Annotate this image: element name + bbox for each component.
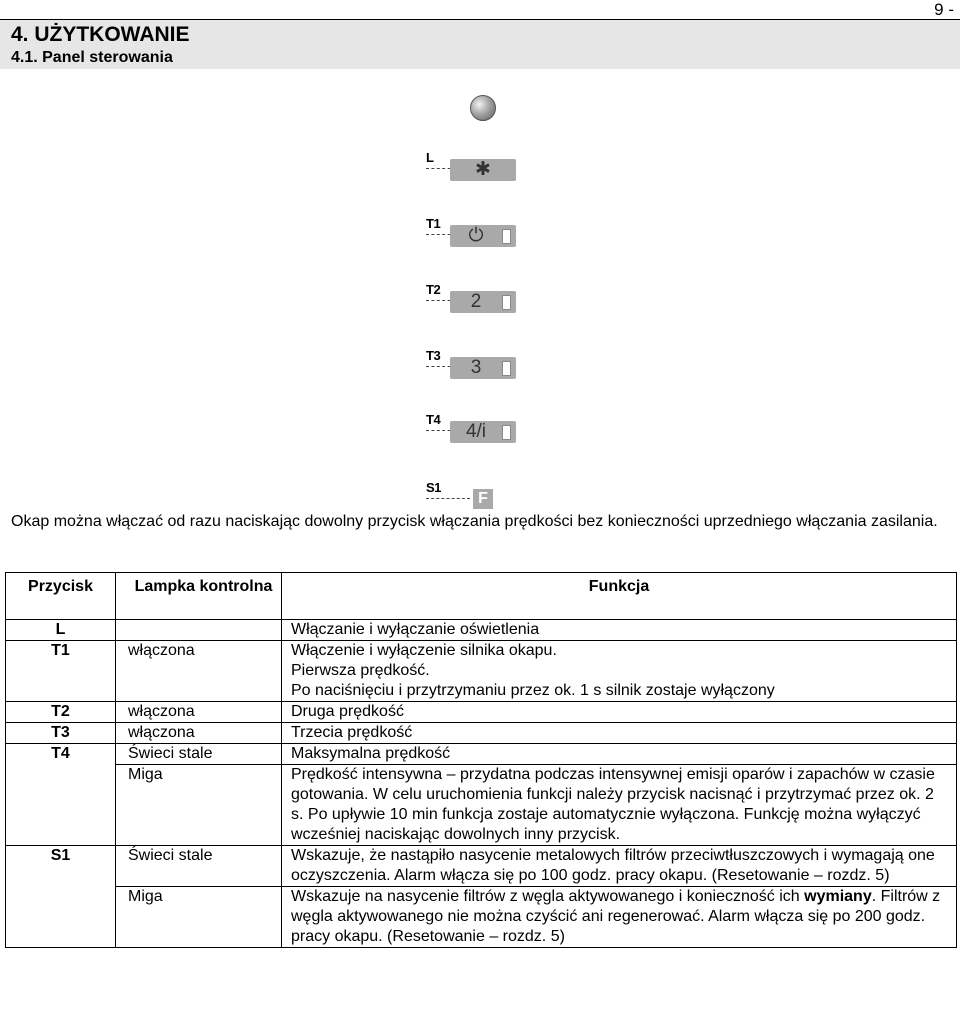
cell-lamp: włączona: [116, 641, 282, 702]
leader-line: [426, 498, 470, 499]
function-text: . Filtrów z węgla aktywowanego nie można czyścić ani regenerować. Alarm włącza się po 200 godz. pracy okapu. (Resetowanie – rozdz. 5): [291, 888, 941, 945]
speed-2-button[interactable]: [450, 291, 516, 313]
function-line: Pierwsza prędkość.: [291, 662, 430, 679]
cell-button: T1: [6, 641, 116, 702]
subsection-title: 4.1. Panel sterowania: [11, 49, 173, 66]
cell-lamp: Miga: [116, 765, 282, 846]
function-text-bold: wymiany: [804, 888, 872, 905]
function-line: Włączenie i wyłączenie silnika okapu.: [291, 642, 557, 659]
cell-lamp: włączona: [116, 702, 282, 723]
power-button[interactable]: [450, 225, 516, 247]
cell-function: Druga prędkość: [282, 702, 957, 723]
header-lamp: Lampka kontrolna: [116, 573, 282, 620]
table-row: [6, 846, 957, 887]
button-led: [502, 425, 511, 440]
cell-function: Prędkość intensywna – przydatna podczas intensywnej emisji oparów i zapachów w czasie gotowania. W celu uruchomienia funkcji należy przycisk nacisnąć i przytrzymać przez ok. 2 s. Po upływie 10 min funkcja zostaje automatycznie wyłączona. Funkcję można wyłączyć wcześniej naciskając dowolnych inny przycisk.: [282, 765, 957, 846]
cell-button: T2: [6, 702, 116, 723]
cell-lamp: Miga: [116, 887, 282, 948]
light-icon: ✱: [475, 159, 491, 180]
panel-button-t2[interactable]: [426, 282, 526, 318]
header-button: Przycisk: [6, 573, 116, 620]
cell-function: Trzecia prędkość: [282, 723, 957, 744]
table-row: [6, 641, 957, 702]
function-table: [5, 572, 957, 948]
speed-4-button[interactable]: [450, 421, 516, 443]
cell-lamp: Świeci stale: [116, 744, 282, 765]
indicator-lamp: [470, 95, 496, 121]
table-row: [6, 887, 957, 948]
section-title: 4. UŻYTKOWANIE: [11, 23, 190, 46]
cell-function: Wskazuje, że nastąpiło nasycenie metalowych filtrów przeciwtłuszczowych i wymagają one oczyszczenia. Alarm włącza się po 100 godz. pracy okapu. (Resetowanie – rozdz. 5): [282, 846, 957, 887]
cell-button: L: [6, 620, 116, 641]
cell-function: [282, 641, 957, 702]
panel-button-l[interactable]: [426, 150, 526, 186]
button-label: L: [426, 150, 434, 165]
power-icon: ⏻: [468, 225, 484, 246]
button-label: T4: [426, 412, 441, 427]
speed-4-symbol: 4/i: [465, 421, 487, 442]
function-text: Wskazuje na nasycenie filtrów z węgla aktywowanego i konieczność ich: [291, 888, 800, 905]
table-row: [6, 744, 957, 765]
cell-lamp: włączona: [116, 723, 282, 744]
button-led: [502, 229, 511, 244]
cell-function: Włączanie i wyłączanie oświetlenia: [282, 620, 957, 641]
light-button[interactable]: [450, 159, 516, 181]
table-row: [6, 620, 957, 641]
button-led: [502, 295, 511, 310]
cell-button: T3: [6, 723, 116, 744]
function-line: Po naciśnięciu i przytrzymaniu przez ok. 1 s silnik zostaje wyłączony: [291, 682, 775, 699]
table-header-row: [6, 573, 957, 620]
cell-lamp: [116, 620, 282, 641]
panel-button-t3[interactable]: [426, 348, 526, 384]
speed-3-button[interactable]: [450, 357, 516, 379]
cell-button: T4: [6, 744, 116, 765]
button-label: S1: [426, 480, 441, 495]
cell-button: [6, 887, 116, 948]
cell-button: [6, 765, 116, 846]
table-row: [6, 765, 957, 846]
cell-function: Maksymalna prędkość: [282, 744, 957, 765]
panel-button-t1[interactable]: [426, 216, 526, 252]
speed-2-symbol: 2: [470, 291, 482, 312]
cell-button: S1: [6, 846, 116, 887]
table-row: [6, 723, 957, 744]
intro-paragraph: Okap można włączać od razu naciskając dowolny przycisk włączania prędkości bez konieczności uprzedniego włączania zasilania.: [11, 513, 938, 530]
button-label: T2: [426, 282, 441, 297]
button-label: T3: [426, 348, 441, 363]
panel-button-t4[interactable]: [426, 412, 526, 448]
page-number: 9 -: [934, 0, 954, 19]
cell-lamp: Świeci stale: [116, 846, 282, 887]
button-label: T1: [426, 216, 441, 231]
header-function: Funkcja: [282, 573, 957, 620]
panel-button-s1[interactable]: [426, 480, 526, 516]
filter-button[interactable]: F: [473, 489, 493, 509]
speed-3-symbol: 3: [470, 357, 482, 378]
cell-function: [282, 887, 957, 948]
button-led: [502, 361, 511, 376]
table-row: [6, 702, 957, 723]
